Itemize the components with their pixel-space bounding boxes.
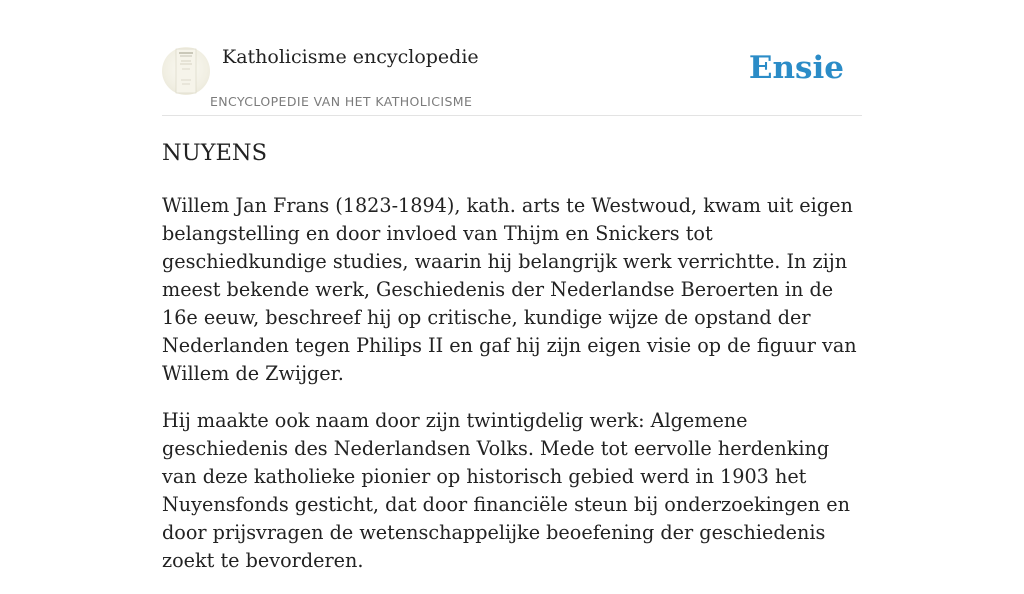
site-subtitle: ENCYCLOPEDIE VAN HET KATHOLICISME (210, 94, 473, 109)
entry-body (162, 192, 862, 594)
book-cover-icon[interactable] (162, 47, 210, 95)
ensie-logo[interactable]: Ensie (748, 50, 844, 86)
entry-paragraph: Willem Jan Frans (1823-1894), kath. arts te Westwoud, kwam uit eigen belangstelling en door invloed van Thijm en Snickers tot geschiedkundige studies, waarin hij belangrijk werk verrichtte. In zijn meest bekende werk, Geschiedenis der Nederlandse Beroerten in de 16e eeuw, beschreef hij op critische, kundige wijze de opstand der Nederlanden tegen Philips II en gaf hij zijn eigen visie op de figuur van Willem de Zwijger. (162, 194, 857, 385)
entry-title: NUYENS (162, 140, 268, 166)
entry-paragraph: Hij maakte ook naam door zijn twintigdelig werk: Algemene geschiedenis des Nederlandsen Volks. Mede tot eervolle herdenking van deze katholieke pionier op historisch gebied werd in 1903 het Nuyensfonds gesticht, dat door financiële steun bij onderzoekingen en door prijsvragen de wetenschappelijke beoefening der geschiedenis zoekt te bevorderen. (162, 409, 850, 572)
site-header (162, 44, 862, 116)
site-name[interactable]: Katholicisme encyclopedie (222, 46, 479, 68)
